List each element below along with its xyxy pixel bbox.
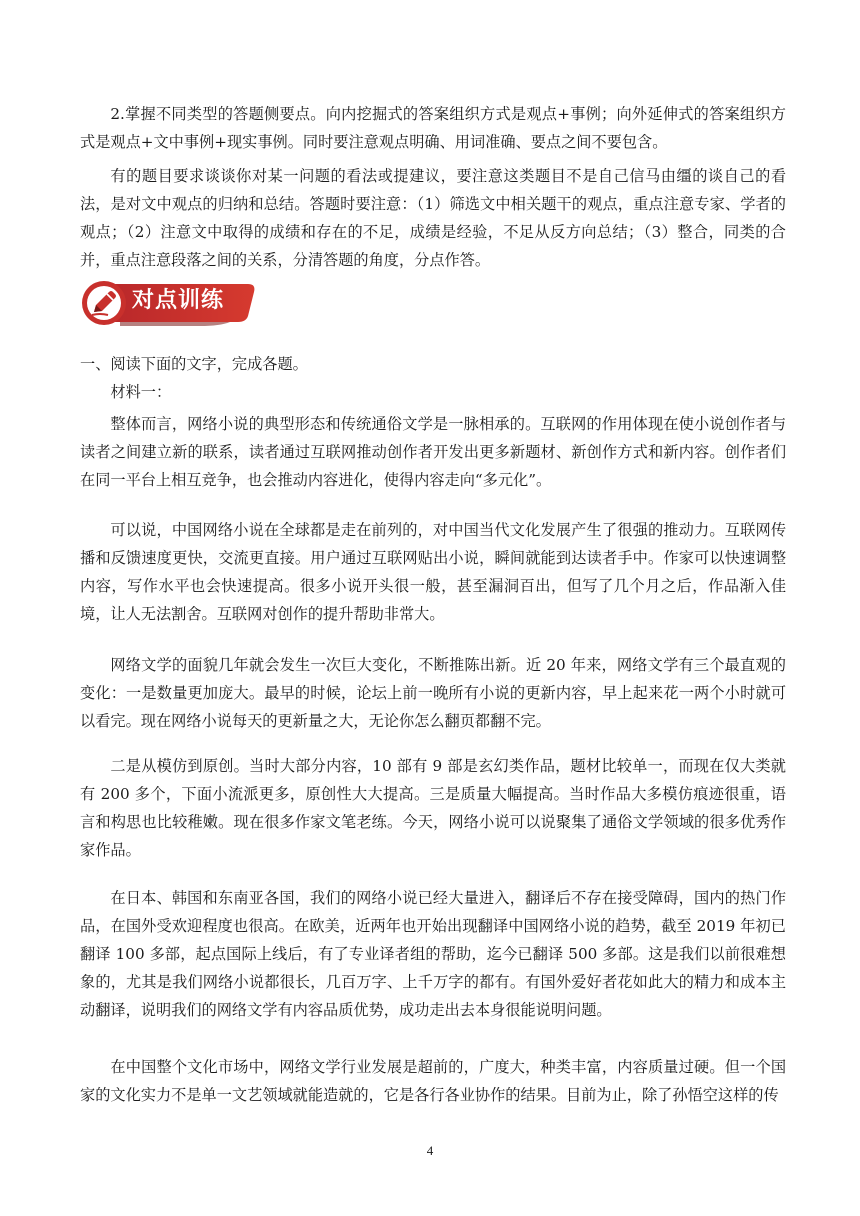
material-paragraph: 可以说，中国网络小说在全球都是走在前列的，对中国当代文化发展产生了很强的推动力。互联网传播和反馈速度更快，交流更直接。用户通过互联网贴出小说，瞬间就能到达读者手中。作家可以快速调整内容，写作水平也会快速提高。很多小说开头很一般，甚至漏洞百出，但写了几个月之后，作品渐入佳境，让人无法割舍。互联网对创作的提升帮助非常大。 bbox=[80, 521, 786, 623]
material-paragraph: 网络文学的面貌几年就会发生一次巨大变化，不断推陈出新。近 20 年来，网络文学有三个最直观的变化：一是数量更加庞大。最早的时候，论坛上前一晚所有小说的更新内容，早上起来花一两个小时就可以看完。现在网络小说每天的更新量之大，无论你怎么翻页都翻不完。 bbox=[80, 656, 786, 730]
section-banner bbox=[80, 278, 256, 326]
material-paragraph: 二是从模仿到原创。当时大部分内容，10 部有 9 部是玄幻类作品，题材比较单一，而现在仅大类就有 200 多个，下面小流派更多，原创性大大提高。三是质量大幅提高。当时作品大多模仿痕迹很重，语言和构思也比较稚嫩。现在很多作家文笔老练。今天，网络小说可以说聚集了通俗文学领域的很多优秀作家作品。 bbox=[80, 757, 786, 859]
paragraph-answer-tips: 2.掌握不同类型的答题侧要点。向内挖掘式的答案组织方式是观点+事例；向外延伸式的答案组织方式是观点+文中事例+现实事例。同时要注意观点明确、用词准确、要点之间不要包含。 bbox=[80, 105, 786, 151]
banner-title: 对点训练 bbox=[132, 288, 225, 313]
question-intro: 一、阅读下面的文字，完成各题。 bbox=[80, 355, 308, 373]
material-paragraph: 整体而言，网络小说的典型形态和传统通俗文学是一脉相承的。互联网的作用体现在使小说创作者与读者之间建立新的联系，读者通过互联网推动创作者开发出更多新题材、新创作方式和新内容。创作者们在同一平台上相互竞争，也会推动内容进化，使得内容走向“多元化”。 bbox=[80, 415, 786, 489]
material-label: 材料一： bbox=[110, 383, 172, 401]
page-number: 4 bbox=[426, 1143, 434, 1158]
paragraph-opinion-tips: 有的题目要求谈谈你对某一问题的看法或提建议，要注意这类题目不是自己信马由缰的谈自己的看法，是对文中观点的归纳和总结。答题时要注意：（1）筛选文中相关题干的观点，重点注意专家、学者的观点；（2）注意文中取得的成绩和存在的不足，成绩是经验，不足从反方向总结；（3）整合，同类的合并，重点注意段落之间的关系，分清答题的角度，分点作答。 bbox=[80, 167, 786, 269]
material-paragraph: 在中国整个文化市场中，网络文学行业发展是超前的，广度大，种类丰富，内容质量过硬。但一个国家的文化实力不是单一文艺领域就能造就的，它是各行各业协作的结果。目前为止，除了孙悟空这样的传 bbox=[80, 1058, 786, 1104]
material-paragraph: 在日本、韩国和东南亚各国，我们的网络小说已经大量进入，翻译后不存在接受障碍，国内的热门作品，在国外受欢迎程度也很高。在欧美，近两年也开始出现翻译中国网络小说的趋势，截至 2019 年初已翻译 100 多部，起点国际上线后，有了专业译者组的帮助，迄今已翻译 500 多部。这是我们以前很难想象的，尤其是我们网络小说都很长，几百万字、上千万字的都有。有国外爱好者花如此大的精力和成本主动翻译，说明我们的网络文学有内容品质优势，成功走出去本身很能说明问题。 bbox=[80, 889, 786, 1019]
